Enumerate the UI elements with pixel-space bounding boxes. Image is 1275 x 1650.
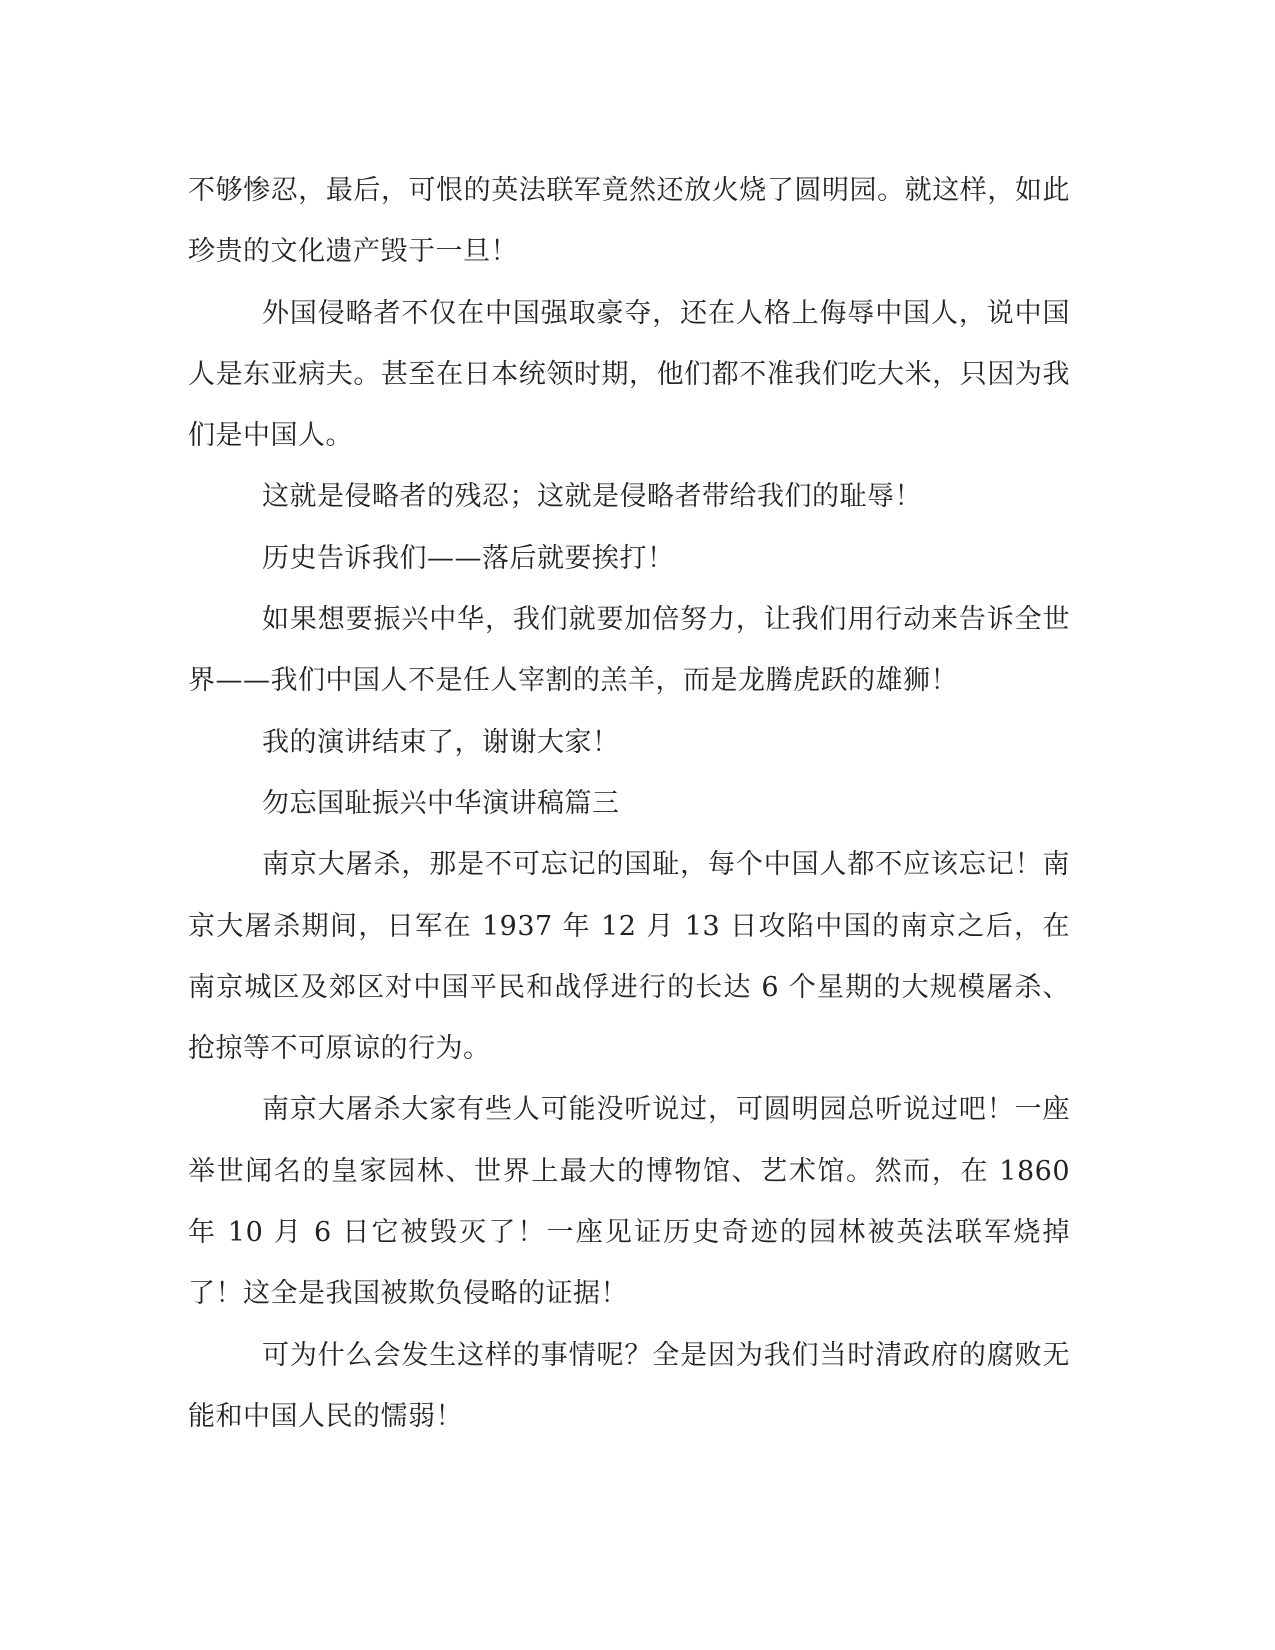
paragraph-2: 外国侵略者不仅在中国强取豪夺，还在人格上侮辱中国人，说中国人是东亚病夫。甚至在日本统领时期，他们都不准我们吃大米，只因为我们是中国人。 xyxy=(188,297,1070,452)
paragraph-6: 我的演讲结束了，谢谢大家！ xyxy=(262,726,620,758)
paragraph-5: 如果想要振兴中华，我们就要加倍努力，让我们用行动来告诉全世界——我们中国人不是任人宰割的羔羊，而是龙腾虎跃的雄狮！ xyxy=(188,604,1070,697)
paragraph-1: 不够惨忍，最后，可恨的英法联军竟然还放火烧了圆明园。就这样，如此珍贵的文化遗产毁于一旦！ xyxy=(188,175,1070,268)
document-body xyxy=(188,160,1070,1447)
paragraph-3: 这就是侵略者的残忍；这就是侵略者带给我们的耻辱！ xyxy=(262,481,922,513)
paragraph-4: 历史告诉我们——落后就要挨打！ xyxy=(262,542,675,574)
section-heading: 勿忘国耻振兴中华演讲稿篇三 xyxy=(262,787,620,819)
paragraph-9: 南京大屠杀大家有些人可能没听说过，可圆明园总听说过吧！一座举世闻名的皇家园林、世界上最大的博物馆、艺术馆。然而，在 1860 年 10 月 6 日它被毁灭了！一座见证历史奇迹的园林被英法联军烧掉了！这全是我国被欺负侵略的证据！ xyxy=(188,1094,1070,1310)
paragraph-8: 南京大屠杀，那是不可忘记的国耻，每个中国人都不应该忘记！南京大屠杀期间，日军在 1937 年 12 月 13 日攻陷中国的南京之后，在南京城区及郊区对中国平民和战俘进行的长达 6 个星期的大规模屠杀、抢掠等不可原谅的行为。 xyxy=(188,849,1070,1065)
paragraph-10: 可为什么会发生这样的事情呢？全是因为我们当时清政府的腐败无能和中国人民的懦弱！ xyxy=(188,1339,1070,1432)
